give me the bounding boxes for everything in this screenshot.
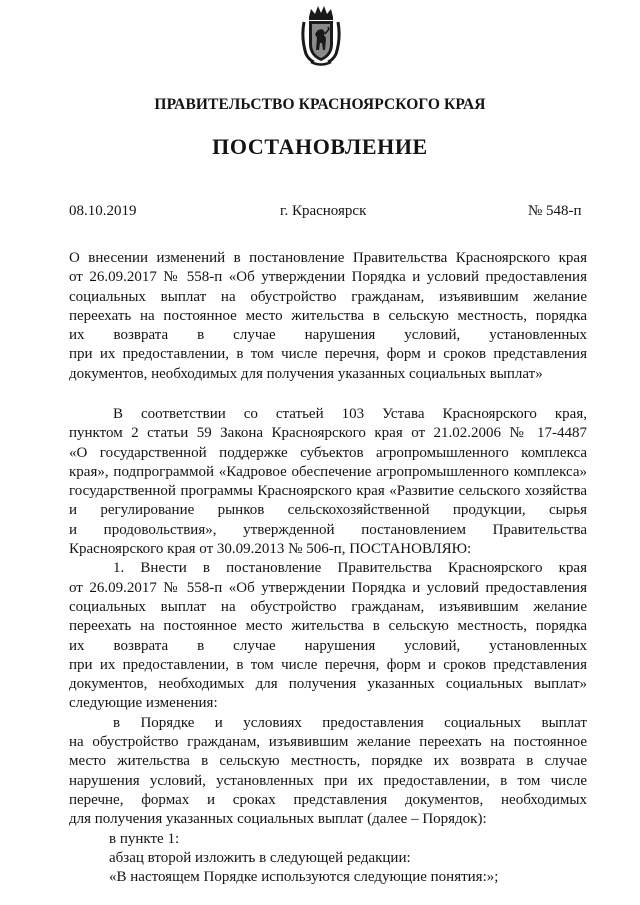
subject-line: документов, необходимых для получения указанных социальных выплат» bbox=[69, 365, 543, 382]
body-line: в пункте 1: bbox=[109, 830, 180, 847]
body-line: социальных выплат на обустройство гражданам, изъявившим желание bbox=[69, 598, 587, 615]
document-city: г. Красноярск bbox=[280, 203, 367, 219]
body-line: при их предоставлении, в том числе перечня, форм и сроков представления bbox=[69, 656, 587, 673]
body-line: место жительства в сельскую местность, порядке их возврата в случае bbox=[69, 753, 587, 770]
body-line: пунктом 2 статьи 59 Закона Красноярского края от 21.02.2006 № 17-4487 bbox=[69, 425, 587, 442]
body-line: документов, необходимых для получения указанных социальных выплат» bbox=[69, 676, 587, 693]
document-number: № 548-п bbox=[528, 203, 582, 219]
body-line: государственной программы Красноярского края «Развитие сельского хозяйства bbox=[69, 483, 587, 500]
body-line: в Порядке и условиях предоставления социальных выплат bbox=[113, 714, 587, 731]
subject-line: их возврата в случае нарушения условий, установленных bbox=[69, 327, 587, 344]
subject-line: при их предоставлении, в том числе перечня, форм и сроков представления bbox=[69, 346, 587, 363]
body-line: 1. Внести в постановление Правительства Красноярского края bbox=[113, 560, 587, 577]
body-line: «О государственной поддержке субъектов агропромышленного комплекса bbox=[69, 444, 587, 461]
subject-line: социальных выплат на обустройство гражданам, изъявившим желание bbox=[69, 288, 587, 305]
document-date: 08.10.2019 bbox=[69, 203, 137, 219]
body-line: и продовольствия», утвержденной постановлением Правительства bbox=[69, 521, 587, 538]
body-line: от 26.09.2017 № 558-п «Об утверждении Порядка и условий предоставления bbox=[69, 579, 587, 596]
body-line: переехать на постоянное место жительства в сельскую местность, порядка bbox=[69, 618, 587, 635]
body-line: следующие изменения: bbox=[69, 695, 218, 712]
body-line: перечне, формах и сроках представления документов, необходимых bbox=[69, 791, 587, 808]
body-line: на обустройство гражданам, изъявившим желание переехать на постоянное bbox=[69, 734, 587, 751]
body-line: их возврата в случае нарушения условий, установленных bbox=[69, 637, 587, 654]
body-line: края», подпрограммой «Кадровое обеспечение агропромышленного комплекса» bbox=[69, 463, 587, 480]
body-line: нарушения условий, установленных при их предоставлении, в том числе bbox=[69, 772, 587, 789]
body-line: Красноярского края от 30.09.2013 № 506-п, ПОСТАНОВЛЯЮ: bbox=[69, 541, 472, 558]
subject-line: О внесении изменений в постановление Правительства Красноярского края bbox=[69, 250, 587, 266]
body-line: абзац второй изложить в следующей редакции: bbox=[109, 849, 411, 866]
document-type-title: ПОСТАНОВЛЕНИЕ bbox=[212, 134, 428, 159]
subject-line: переехать на постоянное место жительства в сельскую местность, порядка bbox=[69, 307, 587, 324]
issuing-authority: ПРАВИТЕЛЬСТВО КРАСНОЯРСКОГО КРАЯ bbox=[154, 96, 486, 113]
subject-line: от 26.09.2017 № 558-п «Об утверждении Порядка и условий предоставления bbox=[69, 269, 587, 286]
body-line: для получения указанных социальных выплат (далее – Порядок): bbox=[69, 811, 487, 828]
body-line: и регулирование рынков сельскохозяйственной продукции, сырья bbox=[69, 502, 587, 519]
body-line: В соответствии со статьей 103 Устава Красноярского края, bbox=[113, 406, 587, 422]
body-line: «В настоящем Порядке используются следующие понятия:»; bbox=[109, 869, 499, 886]
krasnoyarsk-coat-of-arms-icon bbox=[301, 4, 341, 68]
document-body bbox=[69, 405, 587, 887]
document-subject bbox=[69, 249, 587, 384]
